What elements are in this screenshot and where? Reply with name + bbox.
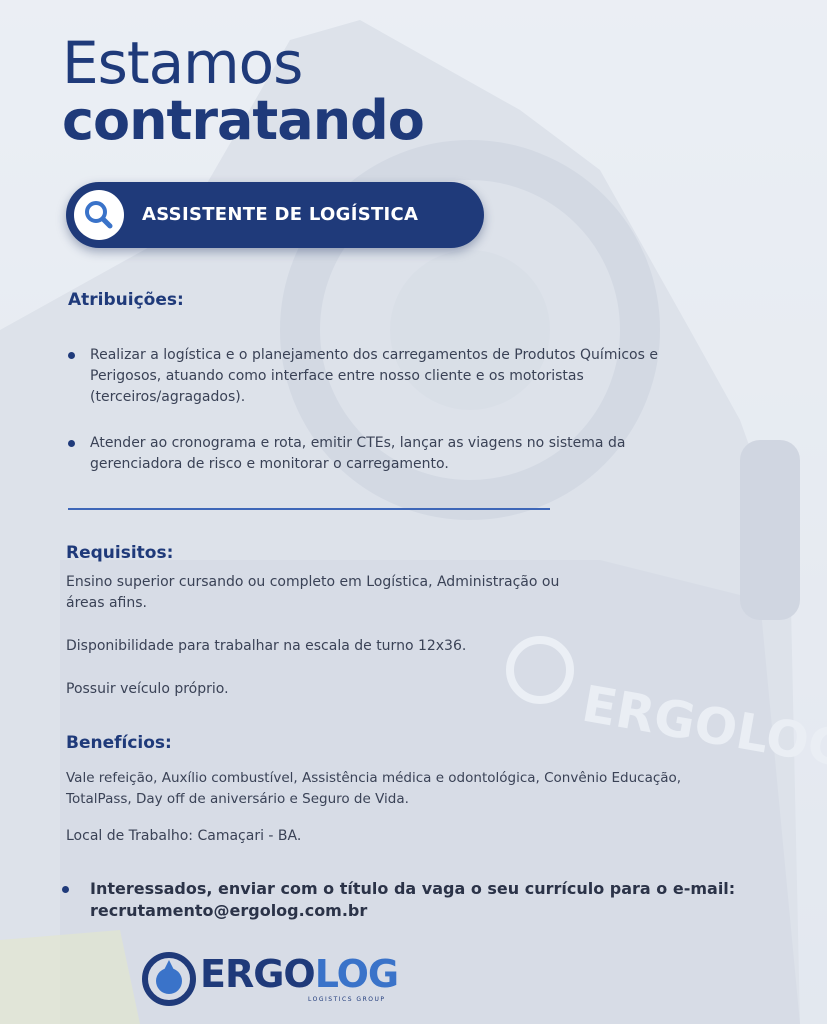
- paragraph-line: áreas afins.: [66, 595, 147, 611]
- section-heading-requisitos: Requisitos:: [66, 543, 174, 563]
- requisito-paragraph: [66, 572, 559, 614]
- list-item-line: (terceiros/agragados).: [90, 389, 246, 405]
- search-icon: [74, 190, 124, 240]
- ergolog-logo: [140, 948, 400, 1008]
- list-item-line: Atender ao cronograma e rota, emitir CTEs, lançar as viagens no sistema da: [90, 435, 626, 451]
- ergolog-logo-icon: [140, 950, 198, 1008]
- list-item-line: gerenciadora de risco e monitorar o carregamento.: [90, 456, 449, 472]
- list-item: [90, 433, 625, 475]
- contact-email[interactable]: recrutamento@ergolog.com.br: [90, 901, 368, 920]
- list-item: [90, 345, 658, 408]
- work-location: Local de Trabalho: Camaçari - BA.: [66, 828, 302, 844]
- bullet-point: [68, 440, 75, 447]
- list-item-line: Perigosos, atuando como interface entre nosso cliente e os motoristas: [90, 368, 584, 384]
- paragraph-line: Vale refeição, Auxílio combustível, Assistência médica e odontológica, Convênio Educação,: [66, 770, 682, 786]
- section-heading-atribuicoes: Atribuições:: [68, 290, 184, 310]
- job-title-pill: [66, 182, 484, 248]
- logo-part-1: ERGO: [200, 952, 315, 996]
- paragraph-line: TotalPass, Day off de aniversário e Seguro de Vida.: [66, 791, 409, 807]
- requisito-paragraph: Possuir veículo próprio.: [66, 681, 229, 697]
- headline-line-2: contratando: [62, 89, 424, 152]
- logo-part-2: LOG: [314, 952, 399, 996]
- list-item-line: Realizar a logística e o planejamento dos carregamentos de Produtos Químicos e: [90, 347, 658, 363]
- section-divider: [68, 508, 550, 510]
- beneficios-paragraph: [66, 768, 681, 810]
- paragraph-line: Ensino superior cursando ou completo em Logística, Administração ou: [66, 574, 560, 590]
- bullet-point: [62, 886, 69, 893]
- bullet-point: [68, 352, 75, 359]
- contact-info: [90, 878, 735, 922]
- headline-line-1: Estamos: [62, 29, 303, 97]
- contact-instruction: Interessados, enviar com o título da vaga o seu currículo para o e-mail:: [90, 879, 736, 898]
- job-title: ASSISTENTE DE LOGÍSTICA: [142, 204, 419, 225]
- section-heading-beneficios: Benefícios:: [66, 733, 172, 753]
- logo-tagline: LOGISTICS GROUP: [308, 996, 386, 1003]
- logo-wordmark: [200, 952, 398, 996]
- requisito-paragraph: Disponibilidade para trabalhar na escala de turno 12x36.: [66, 638, 467, 654]
